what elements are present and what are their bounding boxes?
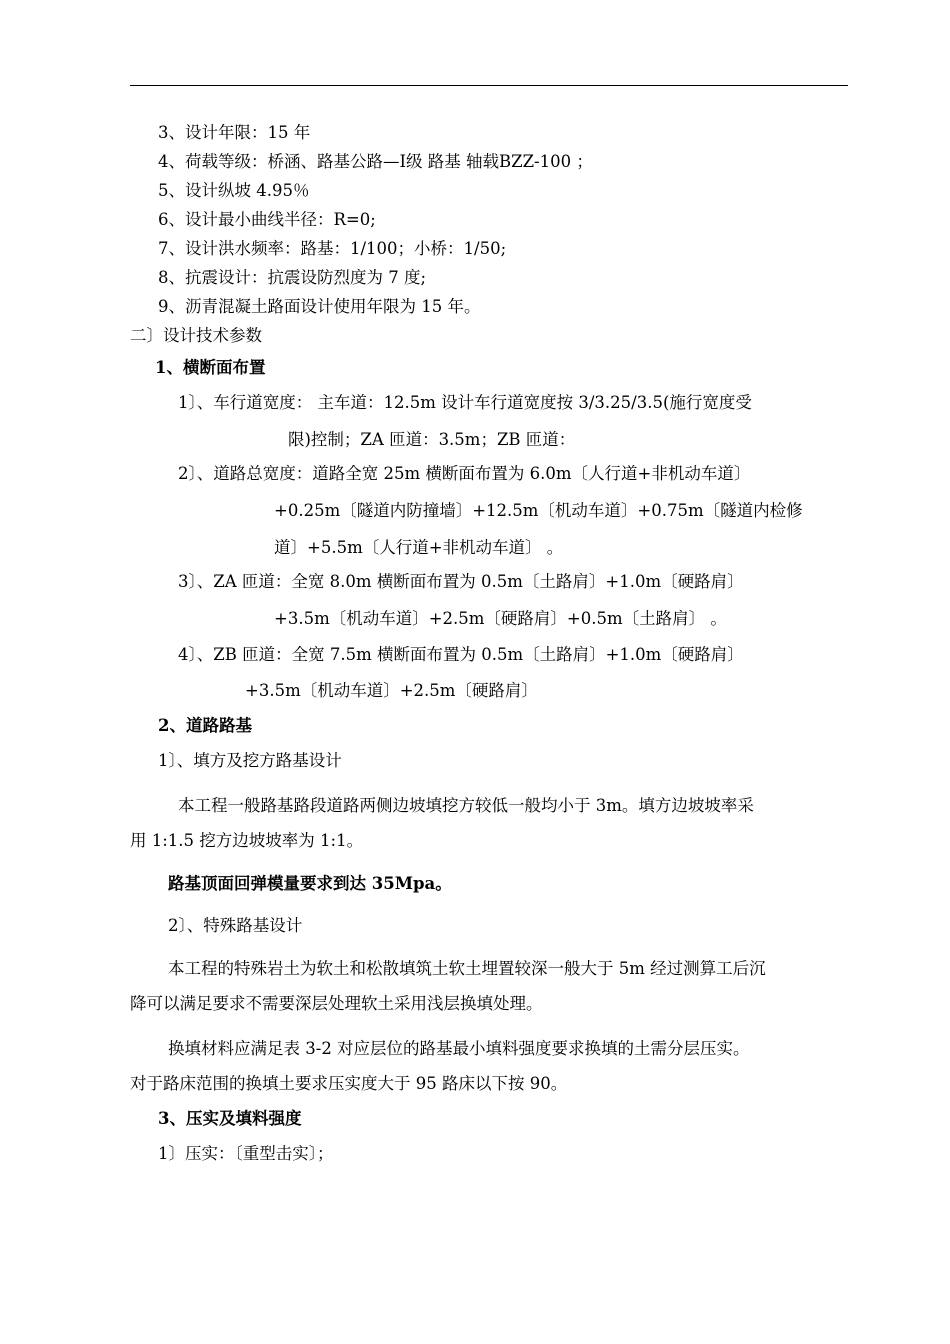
para-special-subgrade-title: 2〕、特殊路基设计 (168, 916, 303, 935)
para-lane-width: 1〕、车行道宽度： 主车道：12.5m 设计车行道宽度按 3/3.25/3.5(施行宽度受 (178, 393, 752, 412)
para-za-ramp-cont: +3.5m〔机动车道〕+2.5m〔硬路肩〕+0.5m〔土路肩〕 。 (274, 609, 727, 628)
para-fill-cut-body-cont: 用 1:1.5 挖方边坡坡率为 1:1。 (130, 831, 364, 850)
para-za-ramp: 3〕、ZA 匝道：全宽 8.0m 横断面布置为 0.5m〔土路肩〕+1.0m〔硬路肩〕 (178, 572, 744, 591)
para-total-width: 2〕、道路总宽度：道路全宽 25m 横断面布置为 6.0m〔人行道+非机动车道〕 (178, 464, 751, 483)
item-longitudinal-slope: 5、设计纵坡 4.95％ (158, 181, 310, 200)
item-load-grade: 4、荷载等级：桥涵、路基公路—Ⅰ级 路基 轴载BZZ-100 ； (158, 152, 593, 171)
subheading-subgrade: 2、道路路基 (158, 716, 252, 735)
header-rule (130, 85, 848, 86)
subheading-cross-section: 1、横断面布置 (155, 358, 266, 377)
para-special-subgrade-body: 本工程的特殊岩土为软土和松散填筑土软土埋置较深一般大于 5m 经过测算工后沉 (168, 959, 766, 978)
para-special-subgrade-body-cont: 降可以满足要求不需要深层处理软土采用浅层换填处理。 (130, 994, 543, 1013)
item-pavement-life: 9、沥青混凝土路面设计使用年限为 15 年。 (158, 297, 481, 316)
para-total-width-cont2: 道〕+5.5m〔人行道+非机动车道〕 。 (274, 538, 564, 557)
subheading-compaction: 3、压实及填料强度 (158, 1109, 302, 1128)
para-total-width-cont1: +0.25m〔隧道内防撞墙〕+12.5m〔机动车道〕+0.75m〔隧道内检修 (274, 501, 803, 520)
item-flood-frequency: 7、设计洪水频率：路基：1/100；小桥：1/50; (158, 239, 507, 258)
para-fill-cut-title: 1〕、填方及挖方路基设计 (158, 751, 342, 770)
para-zb-ramp-cont: +3.5m〔机动车道〕+2.5m〔硬路肩〕 (245, 681, 538, 700)
section-heading-tech-params: 二〕设计技术参数 (130, 326, 262, 345)
para-lane-width-cont: 限)控制；ZA 匝道：3.5m；ZB 匝道： (288, 430, 576, 449)
para-resilient-modulus: 路基顶面回弹模量要求到达 35Mpa。 (168, 874, 452, 893)
para-replacement-material-cont: 对于路床范围的换填土要求压实度大于 95 路床以下按 90。 (130, 1074, 568, 1093)
para-replacement-material: 换填材料应满足表 3-2 对应层位的路基最小填料强度要求换填的土需分层压实。 (168, 1039, 750, 1058)
para-compaction: 1〕压实：〔重型击实〕； (158, 1144, 334, 1163)
para-fill-cut-body: 本工程一般路基路段道路两侧边坡填挖方较低一般均小于 3m。填方边坡坡率采 (178, 796, 754, 815)
para-zb-ramp: 4〕、ZB 匝道：全宽 7.5m 横断面布置为 0.5m〔土路肩〕+1.0m〔硬路肩〕 (178, 645, 744, 664)
item-seismic-design: 8、抗震设计：抗震设防烈度为 7 度; (158, 268, 427, 287)
item-min-curve-radius: 6、设计最小曲线半径：R=0; (158, 210, 376, 229)
item-design-years: 3、设计年限：15 年 (158, 123, 311, 142)
